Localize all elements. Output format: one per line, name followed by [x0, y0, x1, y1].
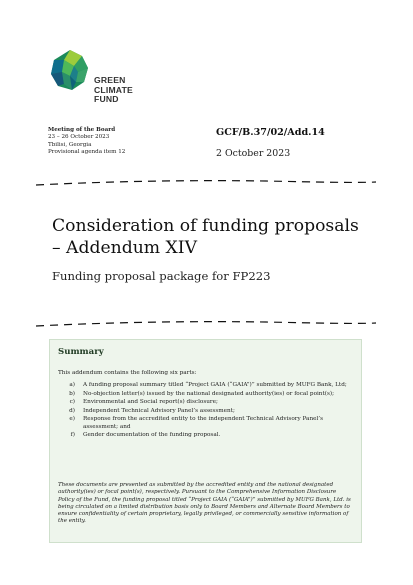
summary-note: These documents are presented as submitted by the accredited entity and the national designated authority(ies) or focal point(s), respectively. Pursuant to the Comprehensive Information Disclosure Policy of the Fund, the funding proposal titled “Project GAIA (“GAIA”)” submitted by MUFG Bank, Ltd. is being circulated on a limited distribution basis only to Board Members and Alternate Board Members to ensure confidentiality of certain proprietary, legally privileged, or commercially sensitive information of the entity. — [58, 482, 351, 525]
document-number: GCF/B.37/02/Add.14 — [216, 127, 325, 138]
list-item — [58, 391, 356, 398]
summary-heading: Summary — [58, 347, 104, 357]
list-item-text: Environmental and Social report(s) disclosure; — [83, 399, 218, 406]
meeting-label: Meeting of the Board — [48, 127, 116, 133]
list-item-text: A funding proposal summary titled “Project GAIA (“GAIA”)” submitted by MUFG Bank, Ltd; — [83, 382, 347, 388]
list-item-letter: c) — [69, 399, 75, 406]
meeting-dates: 23 – 26 October 2023 — [48, 134, 110, 141]
summary-intro: This addendum contains the following six parts: — [58, 370, 197, 376]
list-item-letter: d) — [69, 407, 75, 414]
logo-line-3: FUND — [94, 94, 119, 105]
logo-line-2: CLIMATE — [94, 84, 133, 95]
meeting-info — [48, 127, 125, 156]
document-date: 2 October 2023 — [216, 148, 291, 159]
list-item-text: No-objection letter(s) issued by the national designated authority(ies) or focal point(s); — [83, 390, 335, 397]
list-item — [58, 432, 356, 439]
page-title: Consideration of funding proposals – Addendum XIV — [52, 216, 359, 258]
list-item-letter: a) — [69, 382, 75, 388]
summary-list — [58, 382, 356, 441]
list-item-letter: b) — [69, 390, 75, 397]
list-item — [58, 399, 356, 406]
list-item — [58, 408, 356, 415]
summary-box — [49, 339, 362, 543]
divider-top — [36, 177, 376, 187]
list-item-text: Independent Technical Advisory Panel’s assessment; — [83, 407, 235, 414]
meeting-agenda: Provisional agenda item 12 — [48, 148, 126, 155]
list-item-text: Response from the accredited entity to the independent Technical Advisory Panel’s assessment; and — [83, 416, 324, 430]
list-item-letter: f) — [70, 432, 75, 439]
divider-bottom — [36, 318, 376, 328]
list-item-letter: e) — [69, 416, 75, 423]
logo-wordmark — [94, 76, 133, 105]
logo-line-1: GREEN — [94, 75, 126, 85]
list-item — [58, 382, 356, 389]
meeting-location: Tbilisi, Georgia — [48, 141, 92, 148]
list-item — [58, 416, 356, 431]
page-subtitle: Funding proposal package for FP223 — [52, 269, 271, 283]
list-item-text: Gender documentation of the funding proposal. — [83, 432, 221, 439]
